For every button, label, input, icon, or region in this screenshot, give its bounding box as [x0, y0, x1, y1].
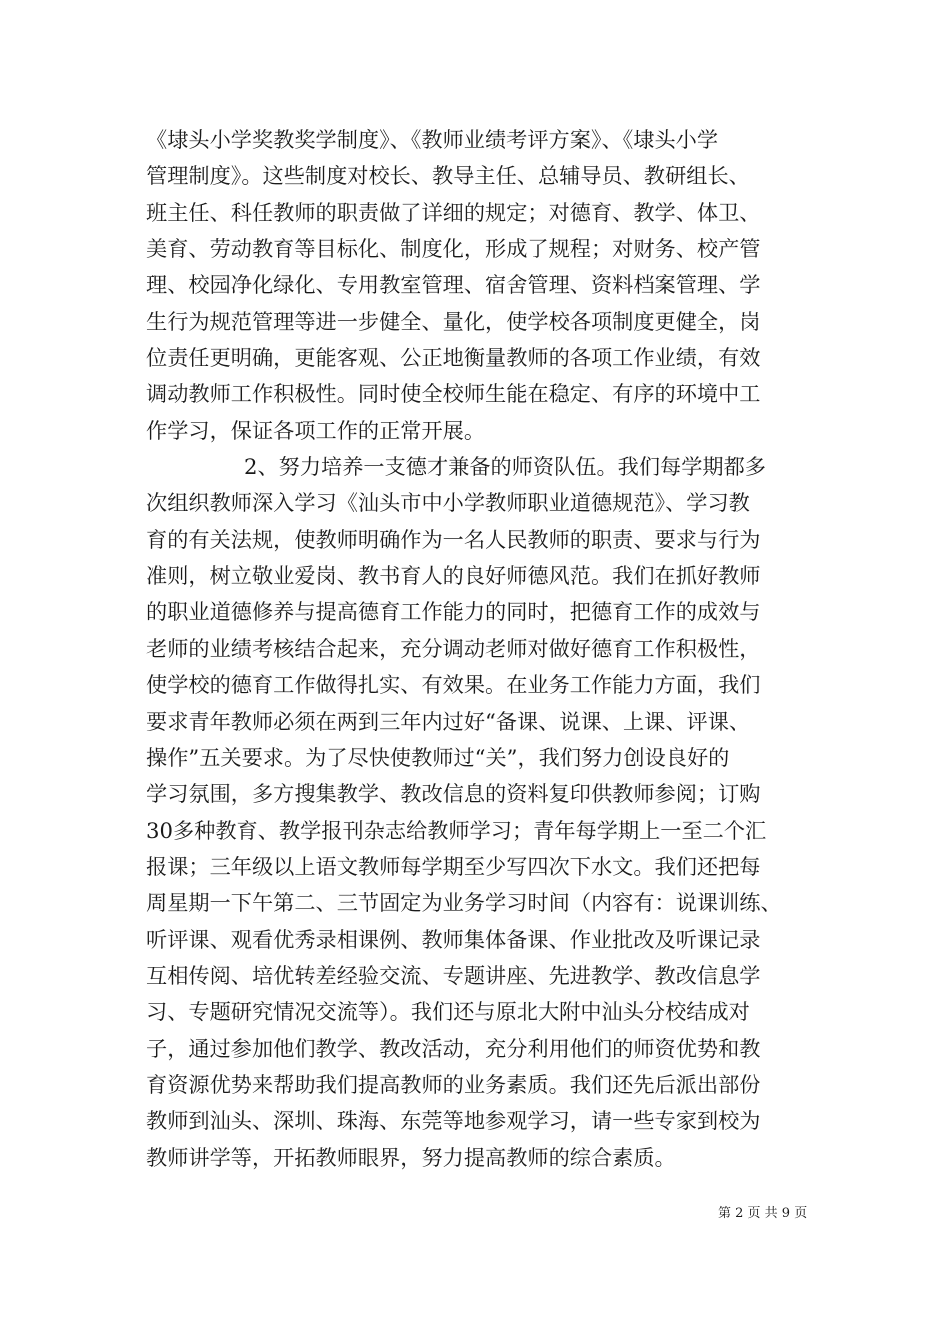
text-line: 学习氛围，多方搜集教学、教改信息的资料复印供教师参阅；订购: [146, 781, 761, 807]
text-line: 子，通过参加他们教学、教改活动，充分利用他们的师资优势和教: [146, 1035, 761, 1061]
paragraph-2-first-line: 2、努力培养一支德才兼备的师资队伍。我们每学期都多: [244, 454, 766, 480]
text-line: 教师讲学等，开拓教师眼界，努力提高教师的综合素质。: [146, 1144, 676, 1170]
text-line: 作学习，保证各项工作的正常开展。: [146, 417, 486, 443]
text-line: 位责任更明确，更能客观、公正地衡量教师的各项工作业绩，有效: [146, 345, 761, 371]
text-line: 的职业道德修养与提高德育工作能力的同时，把德育工作的成效与: [146, 599, 761, 625]
text-line: 周星期一下午第二、三节固定为业务学习时间（内容有：说课训练、: [146, 890, 782, 916]
text-line: 使学校的德育工作做得扎实、有效果。在业务工作能力方面，我们: [146, 672, 761, 698]
page-number-footer: 第 2 页 共 9 页: [718, 1206, 808, 1221]
text-line: 《埭头小学奖教奖学制度》、《教师业绩考评方案》、《埭头小学: [146, 127, 719, 152]
text-line: 听评课、观看优秀录相课例、教师集体备课、作业批改及听课记录: [146, 926, 761, 952]
text-line: 报课；三年级以上语文教师每学期至少写四次下水文。我们还把每: [146, 853, 761, 879]
text-line: 生行为规范管理等进一步健全、量化，使学校各项制度更健全，岗: [146, 308, 761, 334]
text-line: 互相传阅、培优转差经验交流、专题讲座、先进教学、教改信息学: [146, 962, 761, 988]
text-line: 次组织教师深入学习《汕头市中小学教师职业道德规范》、学习教: [146, 490, 750, 516]
text-line: 美育、劳动教育等目标化、制度化，形成了规程；对财务、校产管: [146, 236, 761, 262]
text-line: 班主任、科任教师的职责做了详细的规定；对德育、教学、体卫、: [146, 199, 761, 225]
text-line: 育资源优势来帮助我们提高教师的业务素质。我们还先后派出部份: [146, 1071, 761, 1097]
text-line: 理、校园净化绿化、专用教室管理、宿舍管理、资料档案管理、学: [146, 272, 761, 298]
text-line: 管理制度》。这些制度对校长、教导主任、总辅导员、教研组长、: [146, 163, 750, 189]
text-line: 操作”五关要求。为了尽快使教师过“关”，我们努力创设良好的: [146, 744, 730, 770]
text-line: 调动教师工作积极性。同时使全校师生能在稳定、有序的环境中工: [146, 381, 761, 407]
body-text: [146, 122, 836, 1176]
text-line: 准则，树立敬业爱岗、教书育人的良好师德风范。我们在抓好教师: [146, 563, 761, 589]
text-line: 要求青年教师必须在两到三年内过好“备课、说课、上课、评课、: [146, 708, 751, 734]
text-line: 老师的业绩考核结合起来，充分调动老师对做好德育工作积极性，: [146, 635, 761, 661]
text-line: 育的有关法规，使教师明确作为一名人民教师的职责、要求与行为: [146, 526, 761, 552]
text-line: 30多种教育、教学报刊杂志给教师学习；青年每学期上一至二个汇: [146, 817, 767, 843]
text-line: 教师到汕头、深圳、珠海、东莞等地参观学习，请一些专家到校为: [146, 1108, 761, 1134]
text-line: 习、专题研究情况交流等）。我们还与原北大附中汕头分校结成对: [146, 999, 750, 1025]
